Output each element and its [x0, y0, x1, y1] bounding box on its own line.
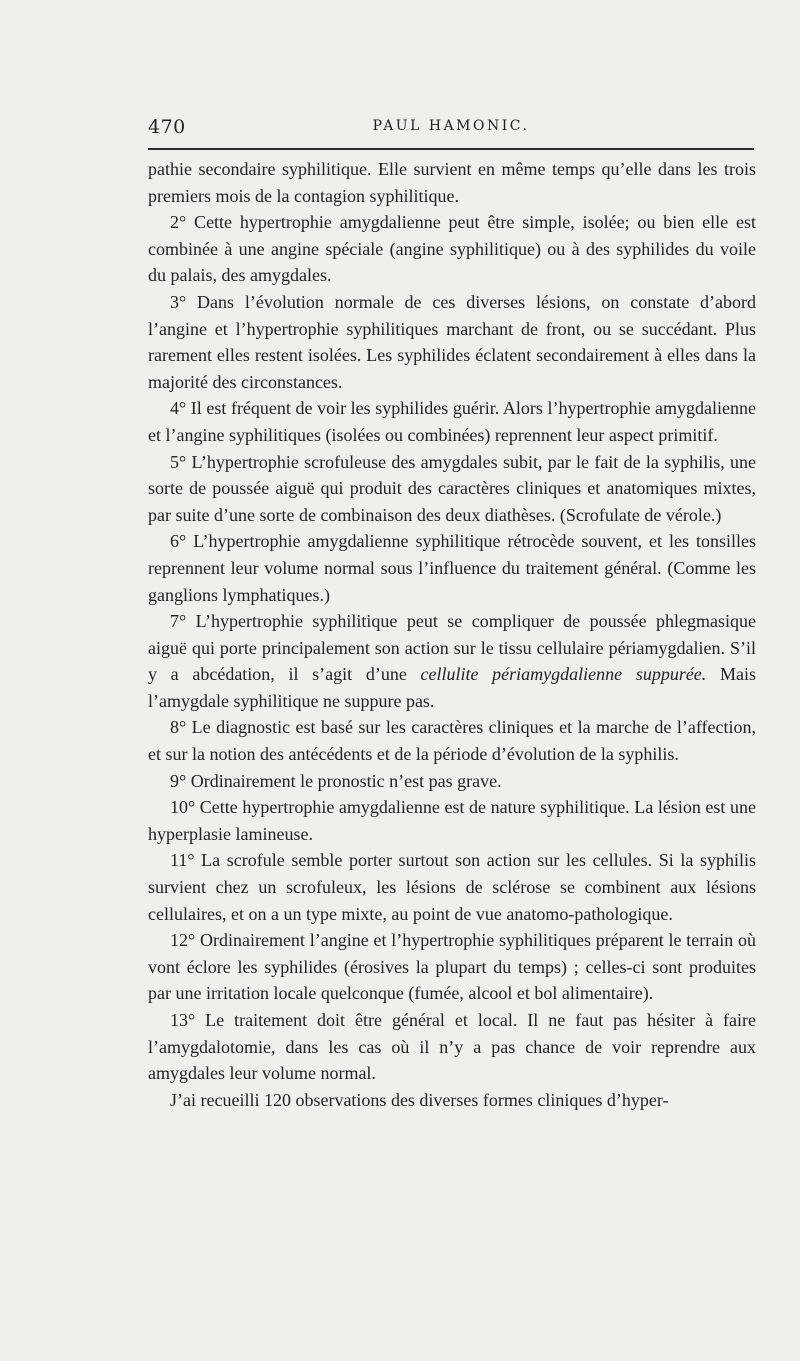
paragraph-7-start: 7° L’hypertrophie syphilitique peut se compliquer de poussée phlegmasique aiguë qui porte principalement son action sur le tissu cellulaire périamygdalien. S’il y a abcédation, il s’agit d’une — [148, 611, 756, 685]
paragraph-3: 3° Dans l’évolution normale de ces diverses lésions, on constate d’abord l’angine et l’hypertrophie syphilitiques marchant de front, ou se succédant. Plus rarement elles restent isolées. Les syphilides éclatent secondairement à elles dans la majorité des circonstances. — [148, 291, 756, 392]
paragraph-9: 9° Ordinairement le pronostic n’est pas grave. — [170, 770, 502, 791]
paragraph-7-italic: cellulite périamygdalienne suppurée. — [420, 664, 707, 685]
page-number: 470 — [148, 116, 186, 138]
paragraph-14: J’ai recueilli 120 observations des diverses formes cliniques d’hyper- — [170, 1089, 669, 1110]
paragraph-6: 6° L’hypertrophie amygdalienne syphilitique rétrocède souvent, et les tonsilles reprennent leur volume normal sous l’influence du traitement général. (Comme les ganglions lymphatiques.) — [148, 531, 756, 605]
paragraph-7 — [148, 608, 756, 714]
paragraph-continuation: pathie secondaire syphilitique. Elle survient en même temps qu’elle dans les trois premiers mois de la contagion syphilitique. — [148, 159, 756, 206]
running-head: PAUL HAMONIC. — [372, 118, 530, 134]
paragraph-11: 11° La scrofule semble porter surtout son action sur les cellules. Si la syphilis survient chez un scrofuleux, les lésions de sclérose se combinent aux lésions cellulaires, et on a un type mixte, au point de vue anatomo-pathologique. — [148, 850, 756, 924]
paragraph-7-end: Mais l’amygdale syphilitique ne suppure pas. — [148, 664, 756, 711]
paragraph-12: 12° Ordinairement l’angine et l’hypertrophie syphilitiques préparent le terrain où vont éclore les syphilides (érosives la plupart du temps) ; celles-ci sont produites par une irritation locale quelconque (fumée, alcool et bol alimentaire). — [148, 930, 756, 1004]
body-text — [148, 156, 756, 1113]
paragraph-10: 10° Cette hypertrophie amygdalienne est de nature syphilitique. La lésion est une hyperplasie lamineuse. — [148, 797, 756, 844]
paragraph-5: 5° L’hypertrophie scrofuleuse des amygdales subit, par le fait de la syphilis, une sorte de poussée aiguë qui produit des caractères cliniques et anatomiques mixtes, par suite d’une sorte de combinaison des deux diathèses. (Scrofulate de vérole.) — [148, 451, 756, 525]
paragraph-8: 8° Le diagnostic est basé sur les caractères cliniques et la marche de l’affection, et sur la notion des antécédents et de la période d’évolution de la syphilis. — [148, 717, 756, 765]
header-rule — [148, 148, 754, 150]
page-header — [148, 116, 754, 142]
paragraph-13: 13° Le traitement doit être général et local. Il ne faut pas hésiter à faire l’amygdalotomie, dans les cas où il n’y a pas chance de voir reprendre aux amygdales leur volume normal. — [148, 1010, 756, 1084]
paragraph-4: 4° Il est fréquent de voir les syphilides guérir. Alors l’hypertrophie amygdalienne et l’angine syphilitiques (isolées ou combinées) reprennent leur aspect primitif. — [148, 398, 756, 445]
paragraph-2: 2° Cette hypertrophie amygdalienne peut être simple, isolée; ou bien elle est combinée à une angine spéciale (angine syphilitique) ou à des syphilides du voile du palais, des amygdales. — [148, 212, 756, 286]
